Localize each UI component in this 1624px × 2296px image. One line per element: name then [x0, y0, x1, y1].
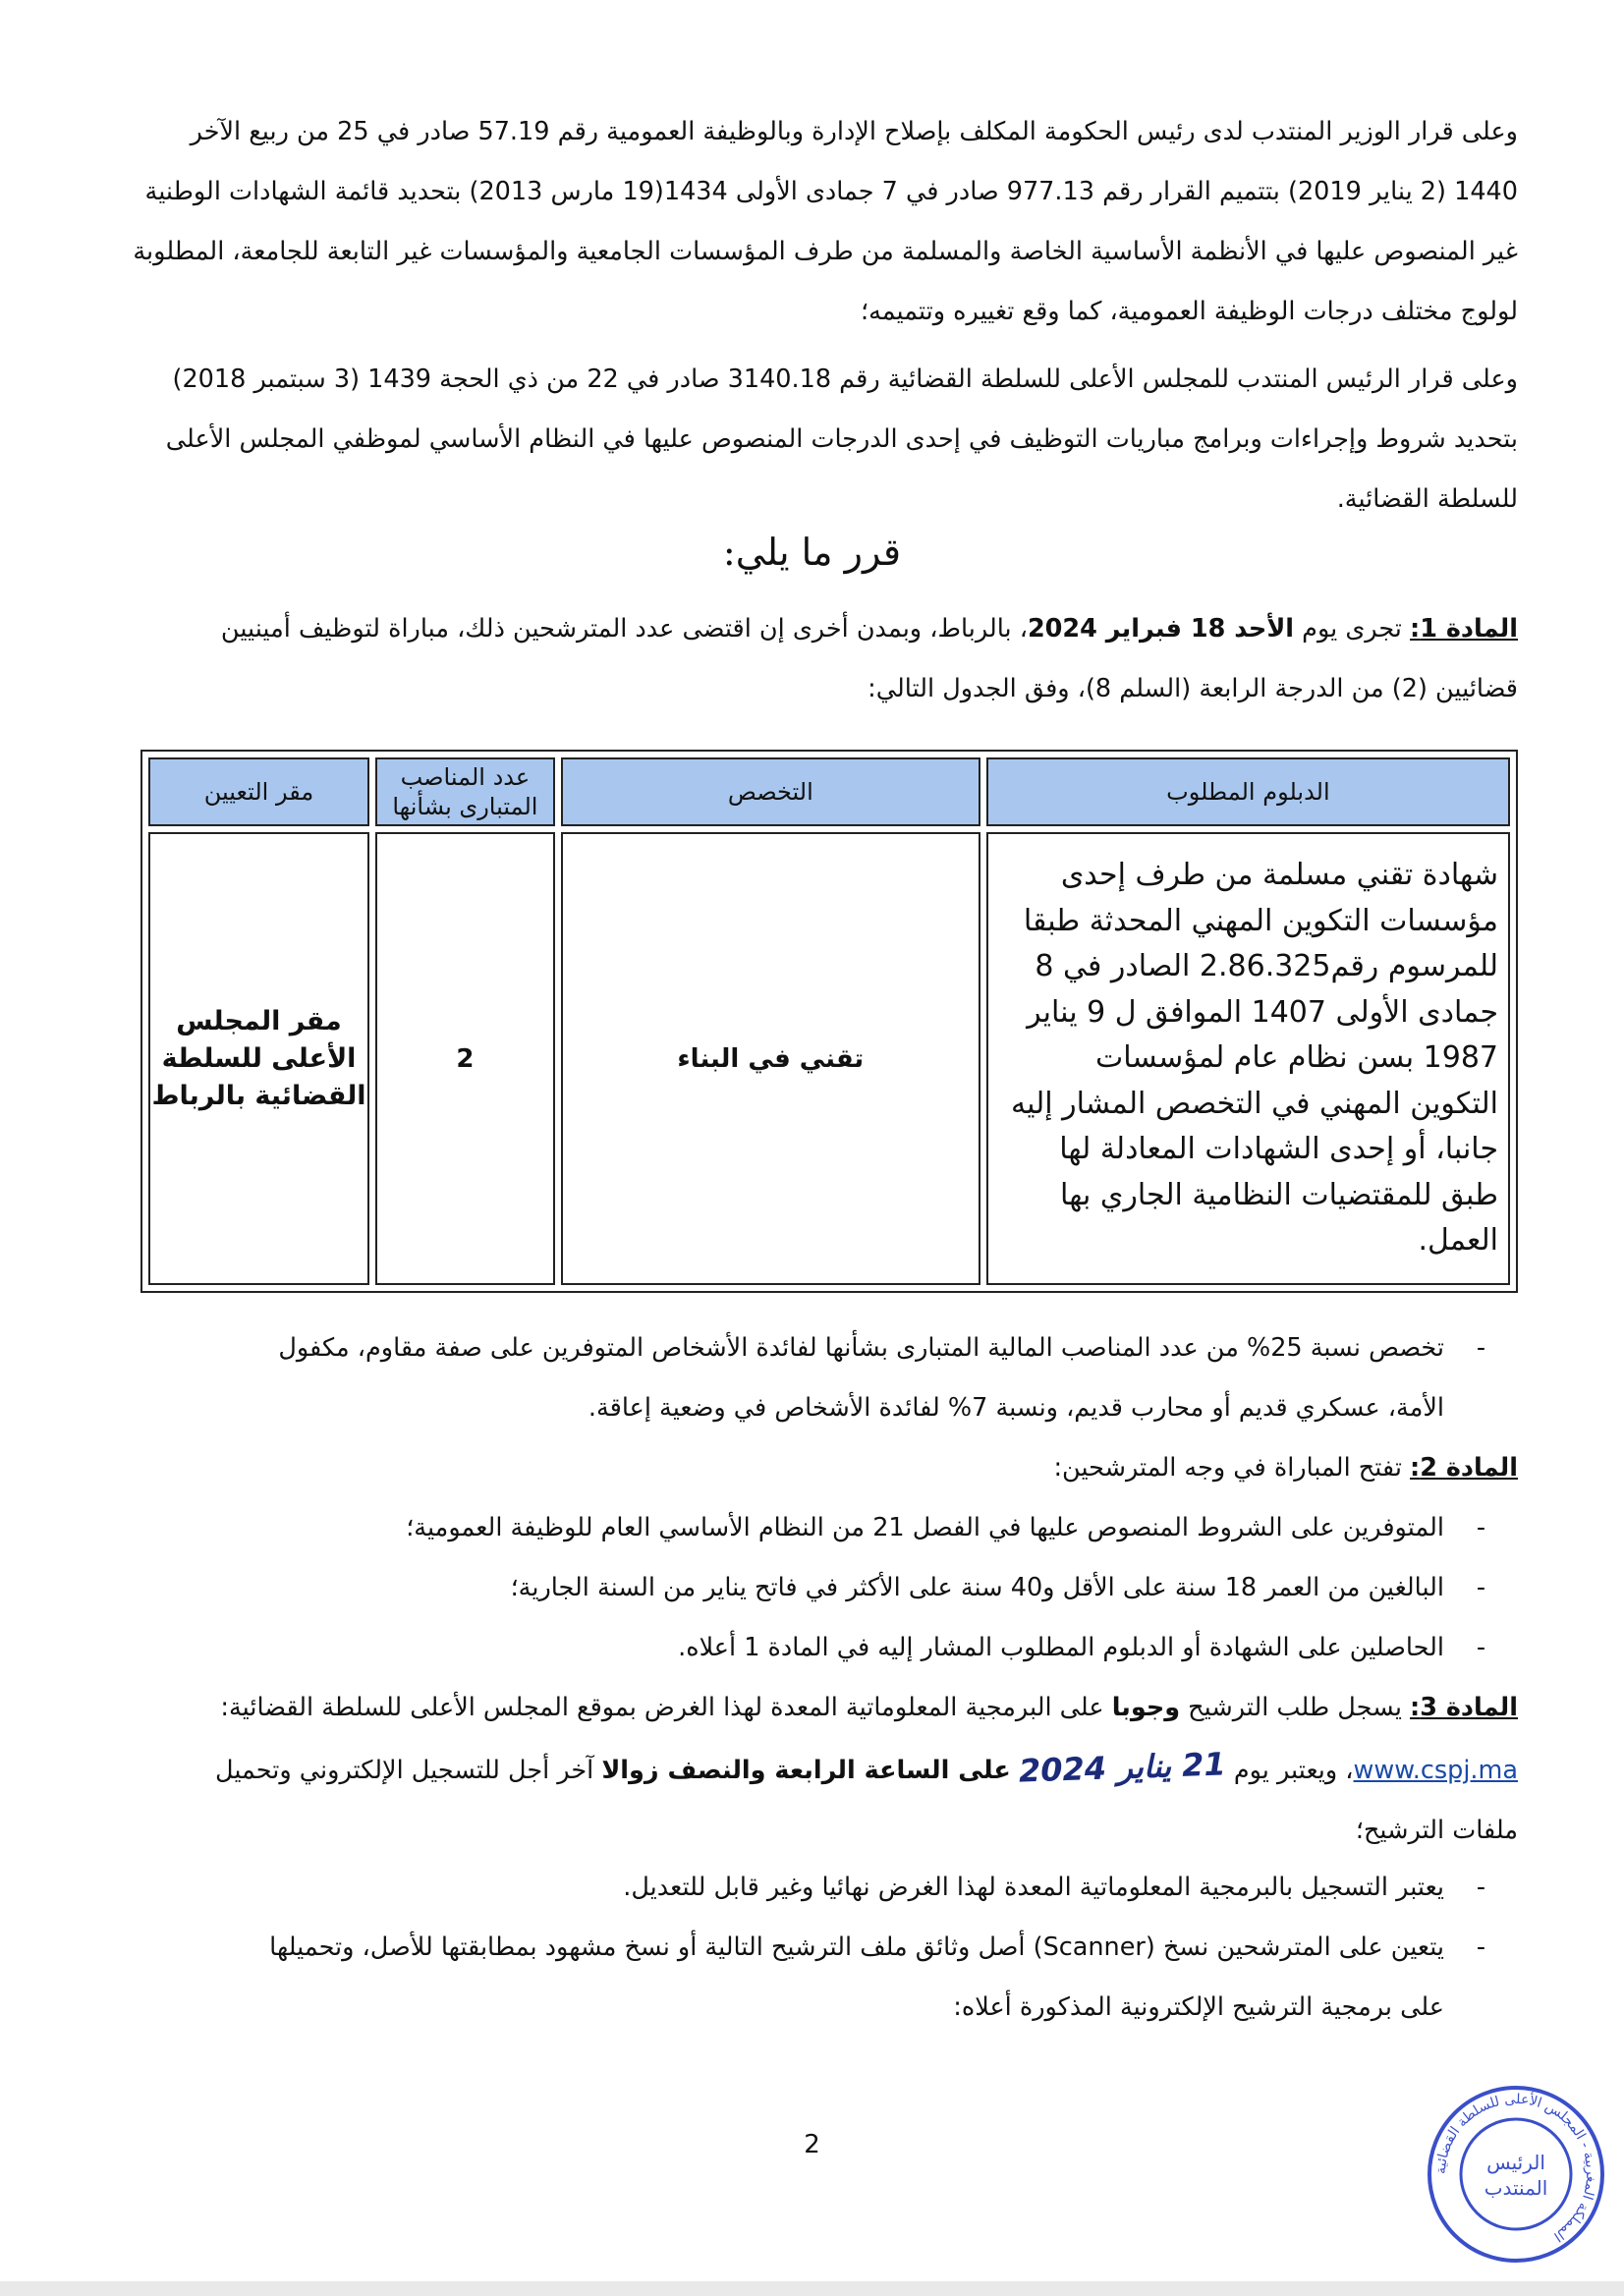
header-seat: مقر التعيين — [148, 757, 369, 826]
article-3-text: آخر أجل للتسجيل الإلكتروني وتحميل — [215, 1756, 594, 1785]
article-1-line-2: قضائيين (2) من الدرجة الرابعة (السلم 8)، وفق الجدول التالي: — [868, 674, 1518, 703]
cell-diploma — [986, 832, 1510, 1285]
text-line: وعلى قرار الوزير المنتدب لدى رئيس الحكومة المكلف بإصلاح الإدارة وبالوظيفة العمومية رقم 57.19 صادر في 25 من ربيع الآخر — [190, 117, 1518, 146]
article-1-line-1 — [142, 599, 1518, 659]
article-3-list — [84, 1858, 1518, 2038]
list-item-text: البالغين من العمر 18 سنة على الأقل و40 سنة على الأكثر في فاتح يناير من السنة الجارية؛ — [510, 1573, 1444, 1602]
list-item-text: الأمة، عسكري قديم أو محارب قديم، ونسبة 7% لفائدة الأشخاص في وضعية إعاقة. — [588, 1393, 1444, 1423]
dash-bullet: - — [1476, 1932, 1486, 1962]
list-item-text: المتوفرين على الشروط المنصوص عليها في الفصل 21 من النظام الأساسي العام للوظيفة العمومية؛ — [406, 1513, 1444, 1542]
scan-edge — [0, 2281, 1624, 2296]
header-diploma: الدبلوم المطلوب — [986, 757, 1510, 826]
cell-specialty: تقني في البناء — [561, 832, 980, 1285]
preamble-paragraph-1 — [133, 102, 1518, 342]
list-item — [84, 1858, 1518, 1918]
article-3-line-3: ملفات الترشيح؛ — [1355, 1816, 1518, 1845]
cell-seat — [148, 832, 369, 1285]
text-line: وعلى قرار الرئيس المنتدب للمجلس الأعلى للسلطة القضائية رقم 3140.18 صادر في 22 من ذي الحجة 1439 (3 سبتمبر 2018) — [172, 364, 1518, 394]
article-1-text-a: تجرى يوم — [1302, 614, 1402, 644]
list-item-text: على برمجية الترشيح الإلكترونية المذكورة أعلاه: — [953, 1992, 1444, 2022]
table-row — [148, 832, 1510, 1285]
diploma-line: جمادى الأولى 1407 الموافق ل 9 يناير — [1027, 994, 1498, 1030]
diploma-line: جانبا، أو إحدى الشهادات المعادلة لها — [1059, 1132, 1498, 1167]
article-3-text: على البرمجية المعلوماتية المعدة لهذا الغرض بموقع المجلس الأعلى للسلطة القضائية: — [220, 1693, 1104, 1722]
list-item — [84, 1498, 1518, 1558]
article-1-label: المادة 1: — [1410, 614, 1518, 644]
diploma-line: شهادة تقني مسلمة من طرف إحدى — [1060, 858, 1498, 893]
article-1-date: الأحد 18 فبراير 2024 — [1027, 614, 1295, 644]
article-2-list — [84, 1498, 1518, 1678]
stamp-outer-ring — [1429, 2088, 1602, 2261]
stamp-center-line-2: المنتدب — [1484, 2176, 1548, 2200]
header-positions-line-1: عدد المناصب — [400, 763, 531, 791]
article-3-text: ، ويعتبر يوم — [1233, 1756, 1354, 1785]
positions-table — [140, 750, 1518, 1293]
article-3-text: يسجل طلب الترشيح — [1188, 1693, 1402, 1722]
list-item — [84, 1318, 1518, 1378]
dash-bullet: - — [1476, 1513, 1486, 1542]
official-stamp — [1423, 2081, 1609, 2268]
diploma-line: 1987 بسن نظام عام لمؤسسات — [1094, 1040, 1498, 1076]
dash-bullet: - — [1476, 1633, 1486, 1662]
article-1-text-b: ، بالرباط، وبمدن أخرى إن اقتضى عدد المترشحين ذلك، مباراة لتوظيف أمينيين — [220, 614, 1028, 644]
article-3-label: المادة 3: — [1410, 1693, 1518, 1722]
stamp-center-line-1: الرئيس — [1486, 2151, 1545, 2174]
page-number: 2 — [804, 2130, 820, 2159]
article-3-line-1 — [142, 1678, 1518, 1738]
header-specialty: التخصص — [561, 757, 980, 826]
handwritten-date: 21 يناير 2024 — [1018, 1745, 1227, 1790]
preamble-paragraph-2 — [142, 350, 1518, 530]
stamp-ring-textpath: المملكة المغربية - المجلس الأعلى للسلطة القضائية — [1432, 2091, 1599, 2245]
article-3-line-2 — [142, 1738, 1518, 1801]
list-item — [84, 1918, 1518, 1978]
article-1 — [142, 599, 1518, 719]
header-positions — [375, 757, 555, 826]
table-header-row — [148, 757, 1510, 826]
text-line: 1440 (2 يناير 2019) بتتميم القرار رقم 977.13 صادر في 7 جمادى الأولى 1434(19 مارس 2013) بتحديد قائمة الشهادات الوطنية — [144, 177, 1518, 206]
header-positions-line-2: المتبارى بشأنها — [392, 793, 538, 820]
seat-line: مقر المجلس — [176, 1005, 342, 1036]
list-item — [84, 1618, 1518, 1678]
list-item — [84, 1558, 1518, 1618]
article-2-label: المادة 2: — [1410, 1453, 1518, 1483]
article-2-line — [142, 1438, 1518, 1498]
diploma-line: مؤسسات التكوين المهني المحدثة طبقا — [1023, 903, 1498, 938]
dash-bullet: - — [1476, 1573, 1486, 1602]
quota-note — [84, 1318, 1518, 1438]
seat-line: القضائية بالرباط — [151, 1080, 366, 1111]
text-line: للسلطة القضائية. — [1336, 484, 1518, 514]
article-3-bold-time: على الساعة الرابعة والنصف زوالا — [601, 1756, 1011, 1785]
cspj-link[interactable]: www.cspj.ma — [1353, 1756, 1518, 1785]
decision-heading: قرر ما يلي: — [722, 531, 902, 574]
diploma-line: التكوين المهني في التخصص المشار إليه — [1011, 1086, 1498, 1121]
text-line: لولوج مختلف درجات الوظيفة العمومية، كما وقع تغييره وتتميمه؛ — [861, 297, 1518, 326]
diploma-line: للمرسوم رقم2.86.325 الصادر في 8 — [1035, 949, 1498, 984]
text-line: بتحديد شروط وإجراءات وبرامج مباريات التوظيف في إحدى الدرجات المنصوص عليها في النظام الأساسي لموظفي المجلس الأعلى — [165, 424, 1518, 454]
article-2-intro: تفتح المباراة في وجه المترشحين: — [1053, 1453, 1402, 1483]
stamp-inner-ring — [1461, 2119, 1571, 2229]
article-3-bold: وجوبا — [1111, 1693, 1181, 1722]
list-item-text: تخصص نسبة 25% من عدد المناصب المالية المتبارى بشأنها لفائدة الأشخاص المتوفرين على صفة مقاوم، مكفول — [278, 1333, 1444, 1363]
list-item-text: يعتبر التسجيل بالبرمجية المعلوماتية المعدة لهذا الغرض نهائيا وغير قابل للتعديل. — [623, 1873, 1444, 1902]
dash-bullet: - — [1476, 1333, 1486, 1363]
article-2 — [142, 1438, 1518, 1498]
cell-positions: 2 — [375, 832, 555, 1285]
list-item-text: يتعين على المترشحين نسخ (Scanner) أصل وثائق ملف الترشيح التالية أو نسخ مشهود بمطابقتها للأصل، وتحميلها — [269, 1932, 1444, 1962]
text-line: غير المنصوص عليها في الأنظمة الأساسية الخاصة والمسلمة من طرف المؤسسات الجامعية والمؤسسات غير التابعة للجامعة، المطلوبة — [133, 237, 1518, 266]
dash-bullet: - — [1476, 1873, 1486, 1902]
diploma-line: العمل. — [1418, 1223, 1498, 1259]
seat-line: الأعلى للسلطة — [161, 1042, 357, 1074]
list-item-text: الحاصلين على الشهادة أو الدبلوم المطلوب المشار إليه في المادة 1 أعلاه. — [678, 1633, 1444, 1662]
diploma-line: طبق للمقتضيات النظامية الجاري بها — [1060, 1177, 1498, 1212]
article-3 — [142, 1678, 1518, 1861]
